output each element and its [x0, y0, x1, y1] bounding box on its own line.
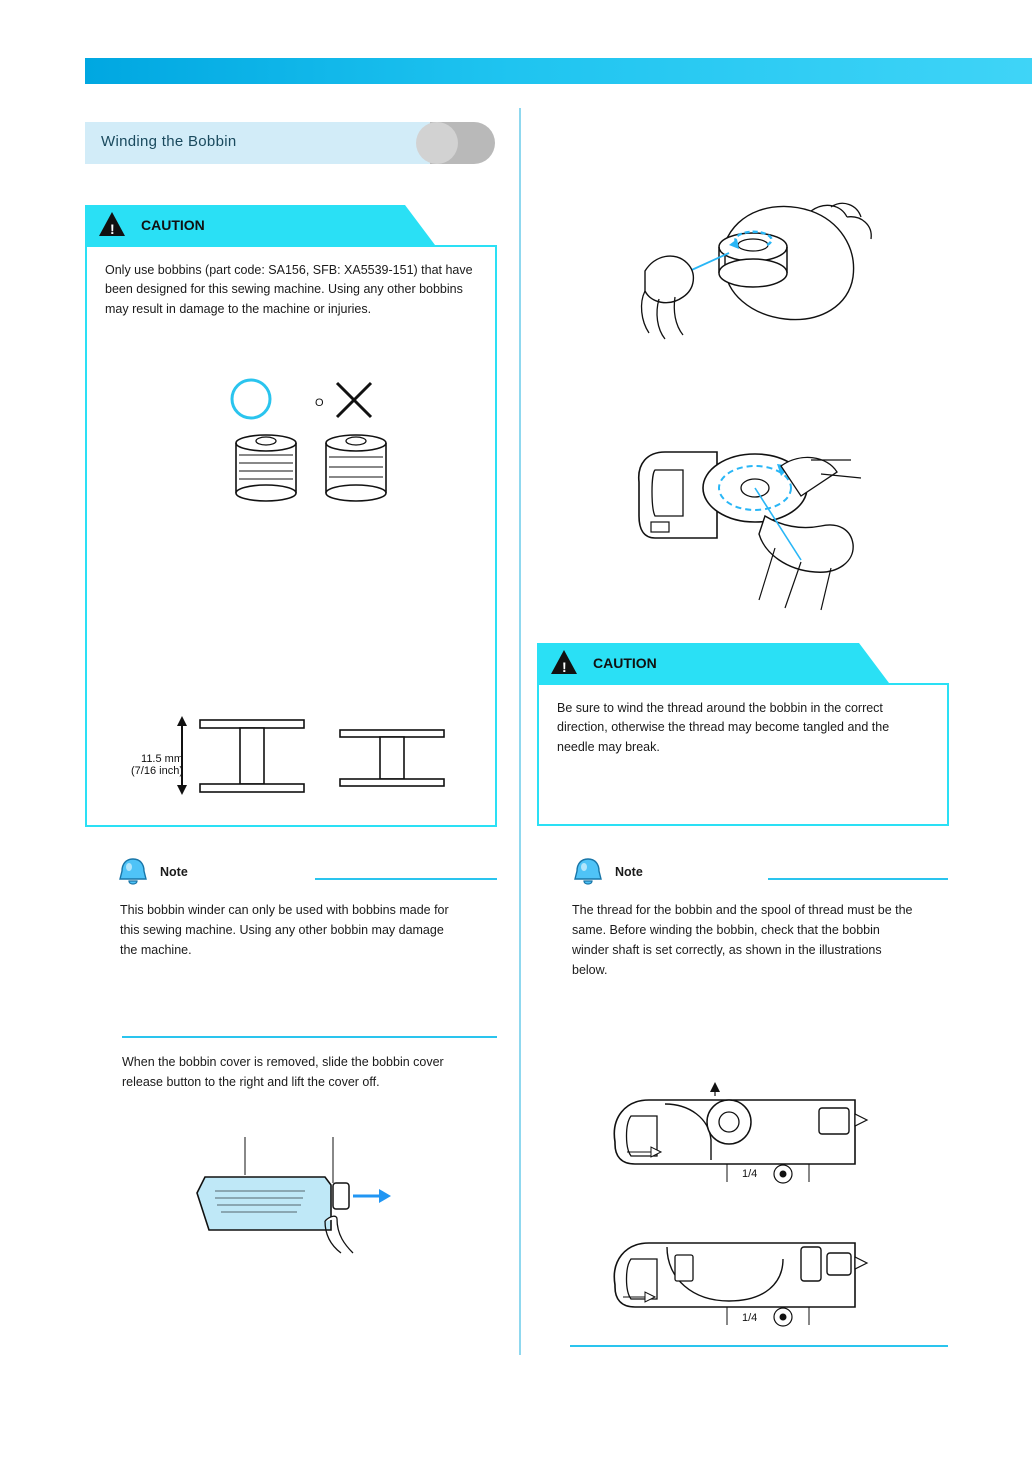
caution-text-block-2 — [539, 685, 947, 771]
warning-exclamation: ! — [562, 659, 567, 675]
memo-left-line-2: release button to the right and lift the cover off. — [122, 1075, 380, 1089]
caution-box-winding-direction — [537, 643, 949, 826]
note-right-line-3: winder shaft is set correctly, as shown in the illustrations — [572, 943, 882, 957]
bell-icon — [113, 855, 153, 889]
caution-tab-2 — [537, 643, 809, 683]
caution-label-2: CAUTION — [593, 655, 657, 671]
note-right-body — [572, 900, 952, 980]
caution2-line-3: needle may break. — [557, 739, 660, 754]
caution-label: CAUTION — [141, 217, 205, 233]
step4-bobbin-shaft-figure — [625, 430, 925, 630]
memo-left-rule — [122, 1036, 497, 1038]
caution-text-block — [87, 247, 495, 333]
column-divider — [519, 108, 521, 1355]
step3-hand-bobbin-figure — [625, 185, 905, 355]
note-left-rule — [315, 878, 497, 880]
bobbin-cover-figure — [185, 1135, 475, 1265]
note-right-line-2: same. Before winding the bobbin, check that the bobbin — [572, 923, 880, 937]
memo-left-body — [122, 1052, 502, 1092]
figure-a-measure: 1/4 — [742, 1168, 758, 1180]
caution-tab — [85, 205, 355, 245]
note-left-line-2: this sewing machine. Using any other bobbin may damage — [120, 923, 444, 937]
section-heading-tab — [85, 122, 430, 164]
note-left-body — [120, 900, 500, 960]
note-right-rule — [768, 878, 948, 880]
caution-box-bobbin-type — [85, 205, 497, 827]
memo-left-line-1: When the bobbin cover is removed, slide the bobbin cover — [122, 1055, 444, 1069]
bobbin-comparison-figure — [207, 377, 547, 517]
caution-line-1: Only use bobbins (part code: SA156, SFB: XA5539-151) that have — [105, 263, 473, 277]
figure-b-measure: 1/4 — [742, 1312, 758, 1324]
bell-icon — [568, 855, 608, 889]
note-left-line-3: the machine. — [120, 943, 192, 957]
caution-tab-corner-2 — [809, 643, 889, 683]
note-right-line-4: below. — [572, 963, 608, 977]
ok-mark-label: O — [315, 397, 324, 409]
note-left-title: Note — [160, 865, 188, 879]
caution2-line-2: direction, otherwise the thread may become tangled and the — [557, 720, 890, 735]
section-pill-inner — [416, 122, 458, 164]
note-left-line-1: This bobbin winder can only be used with bobbins made for — [120, 903, 449, 917]
caution-body-2 — [537, 683, 949, 826]
section-heading-text: Winding the Bobbin — [101, 133, 237, 150]
caution-tab-corner — [355, 205, 435, 245]
note-right-title: Note — [615, 865, 643, 879]
page-header-bar — [85, 58, 1032, 84]
note-right-line-1: The thread for the bobbin and the spool of thread must be the — [572, 903, 913, 917]
caution-line-3: may result in damage to the machine or injuries. — [105, 301, 372, 316]
bobbin-dimension-figure — [172, 712, 472, 812]
footer-rule — [570, 1345, 948, 1347]
caution2-line-1: Be sure to wind the thread around the bobbin in the correct — [557, 701, 883, 715]
bobbin-dimension-label: 11.5 mm (7/16 inch) — [131, 753, 183, 777]
warning-exclamation: ! — [110, 221, 115, 237]
caution-body — [85, 245, 497, 827]
caution-line-2: been designed for this sewing machine. Using any other bobbins — [105, 282, 463, 297]
